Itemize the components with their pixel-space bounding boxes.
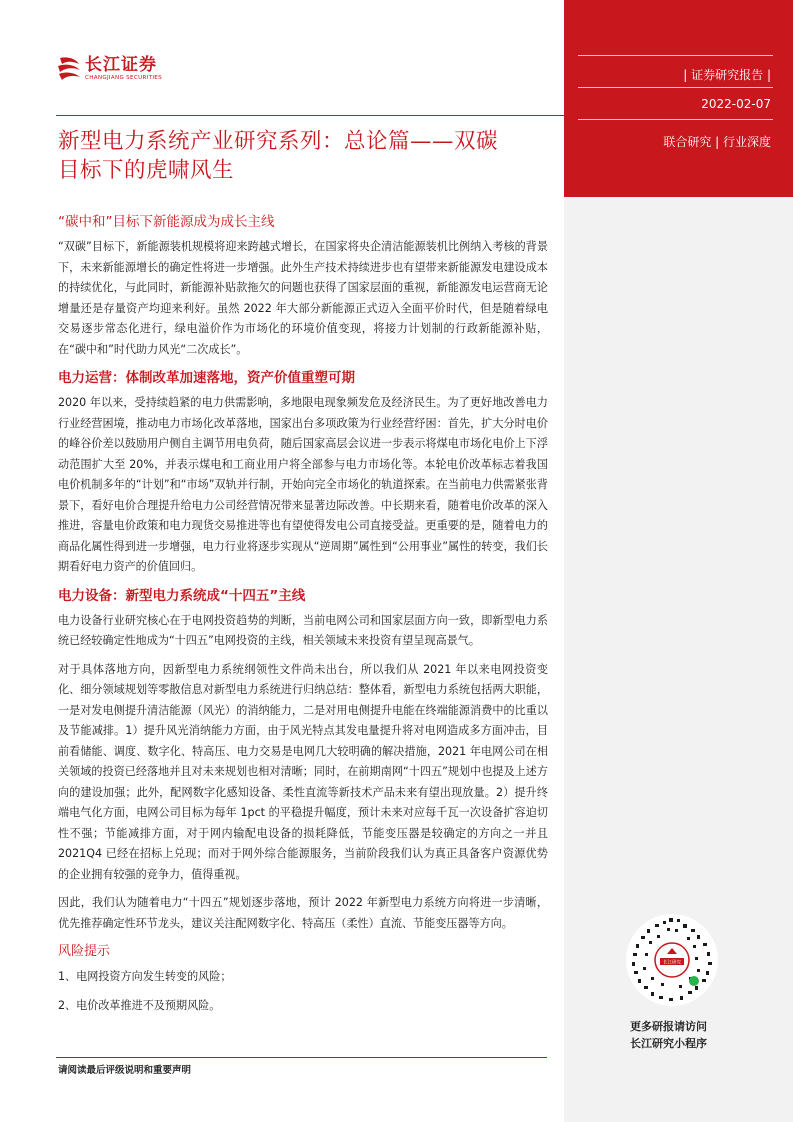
- risk-heading: 风险提示: [58, 944, 111, 959]
- report-date: 2022-02-07: [701, 97, 771, 111]
- mini-program-qr-code[interactable]: [625, 913, 719, 1007]
- section-paragraph: 因此，我们认为随着电力“十四五”规划逐步落地，预计 2022 年新型电力系统方向将进一步清晰，优先推荐确定性环节龙头，建议关注配网数字化、特高压（柔性）直流、节能变压器等方向。: [58, 896, 548, 930]
- sidebar-divider: [578, 55, 773, 56]
- brand-logo: [56, 54, 162, 84]
- section-carbon-neutral: [58, 212, 548, 360]
- report-title: [58, 127, 558, 185]
- brand-name-cn: 长江证券: [85, 55, 157, 75]
- report-title-line2: 目标下的虎啸风生: [58, 158, 235, 183]
- qr-code-icon: [625, 913, 719, 1007]
- section-paragraph: 2020 年以来，受持续趋紧的电力供需影响，多地限电现象频发危及经济民生。为了更好地改善电力行业经营困境，推动电力市场化改革落地，国家出台多项政策为行业经营纾困：首先，扩大分时电价的峰谷价差以鼓励用户侧自主调节用电负荷，随后国家高层会议进一步表示将煤电市场化电价上下浮动范围扩大至 20%，并表示煤电和工商业用户将全部参与电力市场化等。本轮电价改革标志着我国电价机制多年的“计划”和“市场”双轨并行制，开始向完全市场化的轨道探索。在当前电力供需紧张背景下，看好电价合理提升给电力公司经营情况带来显著边际改善。中长期来看，随着电价改革的深入推进，容量电价政策和电力现货交易推进等也有望使得发电公司直接受益。更重要的是，随着电力的商品化属性得到进一步增强，电力行业将逐步实现从“逆周期”属性到“公用事业”属性的转变，我们长期看好电力资产的价值回归。: [58, 396, 548, 573]
- qr-caption: [630, 1018, 707, 1052]
- report-category: 联合研究 | 行业深度: [663, 135, 771, 149]
- section-paragraph: 电力设备行业研究核心在于电网投资趋势的判断，当前电网公司和国家层面方向一致，即新型电力系统已经较确定性地成为“十四五”电网投资的主线，相关领域未来投资有望呈现高景气。: [58, 613, 548, 647]
- risk-item: 1、电网投资方向发生转变的风险；: [58, 970, 232, 983]
- qr-seal-text: 长江研究: [663, 960, 681, 966]
- risk-section: [58, 942, 548, 1016]
- section-paragraph: 对于具体落地方向，因新型电力系统纲领性文件尚未出台，所以我们从 2021 年以来电网投资变化、细分领域规划等零散信息对新型电力系统进行归纳总结：整体看，新型电力系统包括两大职能，一是对发电侧提升清洁能源（风光）的消纳能力，二是对用电侧提升电能在终端能源消费中的比重以及节能减排。1）提升风光消纳能力方面，由于风光特点其发电量提升将对电网造成多方面冲击，目前看储能、调度、数字化、特高压、电力交易是电网几大较明确的解决措施，2021 年电网公司在相关领域的投资已经落地并且对未来规划也相对清晰；同时，在前期南网“十四五”规划中也提及上述方向的建设加强；此外，配网数字化感知设备、柔性直流等新技术产品未来有望出现放量。2）提升终端电气化方面，电网公司目标为每年 1pct 的平稳提升幅度，预计未来对应每千瓦一次设备扩容迫切性不强；节能减排方面，对于网内输配电设备的损耗降低，节能变压器是较确定的方向之一并且 2021Q4 已经在招标上兑现；而对于网外综合能源服务，当前阶段我们认为真正具备客户资源优势的企业拥有较强的竞争力，值得重视。: [58, 662, 548, 881]
- brand-name-en: CHANGJIANG SECURITIES: [85, 75, 162, 81]
- sidebar-header-band: [564, 0, 793, 197]
- section-paragraph: “双碳”目标下，新能源装机规模将迎来跨越式增长，在国家将央企清洁能源装机比例纳入考核的背景下，未来新能源增长的确定性将进一步增强。此外生产技术持续进步也有望带来新能源发电建设成本的持续优化，与此同时，新能源补贴款拖欠的问题也获得了国家层面的重视，新能源发电运营商无论增量还是存量资产均迎来利好。虽然 2022 年大部分新能源正式迈入全面平价时代，但是随着绿电交易逐步常态化进行，绿电溢价作为市场化的环境价值变现，将接力计划制的行政新能源补贴，在“碳中和”时代助力风光“二次成长”。: [58, 240, 548, 356]
- risk-item: 2、电价改革推进不及预期风险。: [58, 999, 221, 1012]
- footer-disclaimer: 请阅读最后评级说明和重要声明: [58, 1065, 192, 1076]
- sidebar-divider: [578, 119, 773, 120]
- footer-divider: [56, 1057, 547, 1058]
- changjiang-logo-icon: [56, 55, 82, 83]
- section-heading: “碳中和”目标下新能源成为成长主线: [58, 214, 275, 230]
- section-power-equipment: [58, 586, 548, 935]
- sidebar-divider: [578, 87, 773, 88]
- report-type-label: | 证券研究报告 |: [683, 68, 771, 82]
- section-heading: 电力运营：体制改革加速落地，资产价值重塑可期: [58, 370, 355, 386]
- header-divider: [56, 115, 564, 116]
- report-body: [58, 212, 548, 1025]
- section-heading: 电力设备：新型电力系统成“十四五”主线: [58, 587, 306, 604]
- qr-caption-line2: 长江研究小程序: [630, 1037, 707, 1050]
- report-title-line1: 新型电力系统产业研究系列：总论篇——双碳: [58, 129, 499, 154]
- section-power-operation: [58, 368, 548, 578]
- qr-caption-line1: 更多研报请访问: [630, 1020, 707, 1033]
